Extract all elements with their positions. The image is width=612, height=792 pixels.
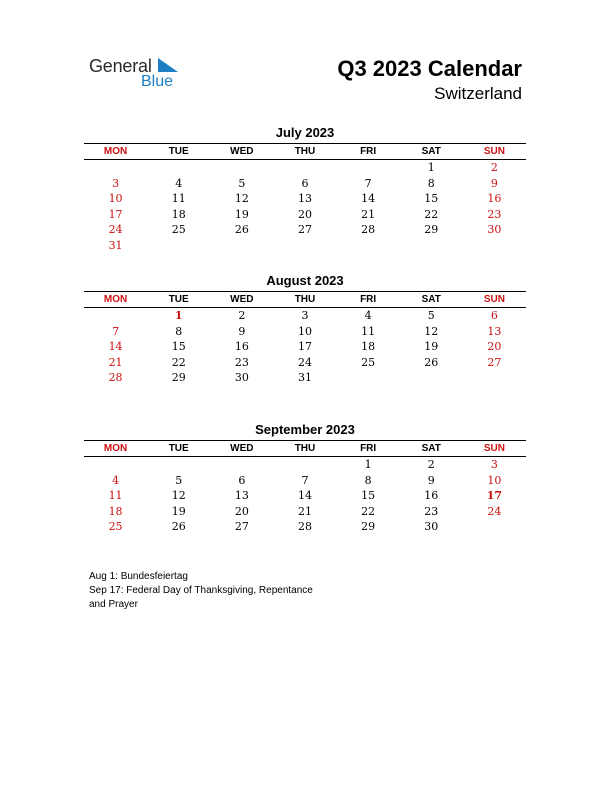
weekday-header	[84, 145, 526, 158]
empty-cell	[400, 238, 463, 254]
holiday-notes	[89, 570, 313, 610]
day-cell: 6	[301, 176, 309, 190]
weekday-wed: WED	[230, 146, 254, 157]
weekday-sun: SUN	[483, 146, 505, 157]
day-cell: 7	[112, 324, 120, 338]
day-cell: 9	[490, 176, 498, 190]
brand-blue: Blue	[141, 73, 174, 90]
divider	[84, 440, 526, 441]
day-cell: 29	[424, 223, 439, 237]
empty-cell	[463, 519, 526, 535]
day-cell: 24	[108, 223, 123, 237]
day-cell: 11	[108, 489, 123, 503]
day-cell: 14	[361, 192, 376, 206]
day-cell: 23	[424, 504, 439, 518]
weekday-sat: SAT	[421, 294, 441, 305]
day-cell: 25	[171, 223, 186, 237]
day-cell: 17	[486, 489, 503, 503]
day-cell: 30	[234, 371, 249, 385]
day-cell: 8	[175, 324, 183, 338]
empty-cell	[463, 370, 526, 386]
weekday-sat: SAT	[421, 443, 441, 454]
weekday-tue: TUE	[168, 294, 189, 305]
month-block-september	[84, 422, 526, 535]
holiday-note: Sep 17: Federal Day of Thanksgiving, Repentance	[89, 585, 313, 596]
empty-cell	[273, 160, 336, 176]
empty-cell	[210, 457, 273, 473]
day-cell: 11	[171, 192, 186, 206]
day-cell: 19	[171, 504, 186, 518]
day-cell: 29	[171, 371, 186, 385]
day-cell: 9	[238, 324, 246, 338]
empty-cell	[400, 370, 463, 386]
day-cell: 12	[234, 192, 249, 206]
empty-cell	[84, 457, 147, 473]
day-grid	[84, 457, 526, 535]
weekday-tue: TUE	[168, 146, 189, 157]
day-cell: 4	[175, 176, 183, 190]
day-cell: 16	[234, 340, 249, 354]
day-cell: 26	[234, 223, 249, 237]
day-cell: 24	[297, 355, 312, 369]
day-cell: 18	[171, 207, 186, 221]
day-cell: 5	[427, 309, 435, 322]
day-cell: 15	[171, 340, 186, 354]
day-cell: 18	[361, 340, 376, 354]
day-cell: 7	[364, 176, 372, 190]
day-cell: 19	[424, 340, 439, 354]
day-cell: 11	[361, 324, 376, 338]
day-cell: 27	[487, 355, 502, 369]
month-block-july	[84, 125, 526, 254]
empty-cell	[273, 238, 336, 254]
empty-cell	[210, 160, 273, 176]
month-title: August 2023	[266, 273, 344, 288]
day-cell: 22	[361, 504, 376, 518]
day-cell: 22	[424, 207, 439, 221]
day-cell: 9	[427, 473, 435, 487]
divider	[84, 143, 526, 144]
weekday-sun: SUN	[483, 294, 505, 305]
logo-triangle-icon	[158, 58, 178, 72]
weekday-wed: WED	[230, 443, 254, 454]
day-cell: 16	[424, 489, 439, 503]
day-cell: 21	[361, 207, 376, 221]
day-cell: 12	[424, 324, 439, 338]
weekday-sat: SAT	[421, 146, 441, 157]
weekday-header	[84, 442, 526, 455]
day-cell: 25	[361, 355, 376, 369]
month-title: September 2023	[255, 422, 355, 437]
day-cell: 31	[297, 371, 312, 385]
empty-cell	[84, 160, 147, 176]
day-cell: 15	[424, 192, 439, 206]
day-cell: 31	[108, 238, 123, 252]
divider	[84, 291, 526, 292]
empty-cell	[273, 457, 336, 473]
empty-cell	[147, 160, 210, 176]
day-cell: 6	[238, 473, 246, 487]
day-cell: 2	[490, 161, 498, 174]
day-cell: 1	[174, 309, 183, 322]
day-cell: 15	[361, 489, 376, 503]
day-cell: 14	[108, 340, 123, 354]
weekday-thu: THU	[294, 294, 316, 305]
day-cell: 25	[108, 520, 123, 534]
month-block-august	[84, 273, 526, 386]
day-cell: 28	[297, 520, 312, 534]
day-cell: 26	[424, 355, 439, 369]
empty-cell	[337, 370, 400, 386]
day-cell: 13	[487, 324, 502, 338]
day-cell: 20	[297, 207, 312, 221]
day-cell: 17	[108, 207, 123, 221]
weekday-fri: FRI	[360, 294, 377, 305]
holiday-note: Aug 1: Bundesfeiertag	[89, 571, 188, 582]
day-grid	[84, 160, 526, 254]
day-cell: 13	[234, 489, 249, 503]
day-cell: 19	[234, 207, 249, 221]
weekday-thu: THU	[294, 146, 316, 157]
day-cell: 3	[490, 458, 498, 471]
empty-cell	[147, 238, 210, 254]
day-cell: 3	[301, 309, 309, 322]
day-cell: 14	[297, 489, 312, 503]
day-cell: 28	[361, 223, 376, 237]
day-cell: 24	[487, 504, 502, 518]
day-cell: 30	[424, 520, 439, 534]
day-cell: 6	[490, 309, 498, 322]
day-cell: 22	[171, 355, 186, 369]
day-cell: 5	[238, 176, 246, 190]
day-cell: 17	[297, 340, 312, 354]
weekday-tue: TUE	[168, 443, 189, 454]
day-cell: 30	[487, 223, 502, 237]
day-cell: 10	[297, 324, 312, 338]
day-cell: 10	[108, 192, 123, 206]
empty-cell	[337, 160, 400, 176]
weekday-header	[84, 293, 526, 306]
day-cell: 8	[427, 176, 435, 190]
day-cell: 1	[427, 161, 435, 174]
empty-cell	[210, 238, 273, 254]
day-cell: 21	[108, 355, 123, 369]
weekday-sun: SUN	[483, 443, 505, 454]
day-cell: 2	[238, 309, 246, 322]
day-cell: 7	[301, 473, 309, 487]
day-cell: 29	[361, 520, 376, 534]
country-subtitle: Switzerland	[434, 84, 522, 103]
day-grid	[84, 308, 526, 386]
empty-cell	[337, 238, 400, 254]
day-cell: 16	[487, 192, 502, 206]
brand-general: General	[89, 56, 152, 76]
empty-cell	[84, 308, 147, 324]
day-cell: 8	[364, 473, 372, 487]
weekday-fri: FRI	[360, 443, 377, 454]
day-cell: 18	[108, 504, 123, 518]
day-cell: 27	[234, 520, 249, 534]
day-cell: 28	[108, 371, 123, 385]
day-cell: 20	[234, 504, 249, 518]
page-title: Q3 2023 Calendar	[337, 56, 522, 81]
weekday-mon: MON	[103, 294, 128, 305]
day-cell: 13	[297, 192, 312, 206]
day-cell: 12	[171, 489, 186, 503]
day-cell: 5	[175, 473, 183, 487]
day-cell: 1	[364, 458, 372, 471]
day-cell: 26	[171, 520, 186, 534]
day-cell: 4	[112, 473, 120, 487]
month-title: July 2023	[275, 125, 335, 140]
day-cell: 3	[112, 176, 120, 190]
day-cell: 23	[234, 355, 249, 369]
day-cell: 4	[364, 309, 372, 322]
empty-cell	[463, 238, 526, 254]
day-cell: 21	[297, 504, 312, 518]
weekday-wed: WED	[230, 294, 254, 305]
brand-logo	[89, 56, 189, 96]
day-cell: 2	[427, 458, 435, 471]
day-cell: 10	[487, 473, 502, 487]
weekday-fri: FRI	[360, 146, 377, 157]
holiday-note: and Prayer	[89, 599, 138, 610]
empty-cell	[147, 457, 210, 473]
day-cell: 23	[487, 207, 502, 221]
weekday-mon: MON	[103, 443, 128, 454]
weekday-thu: THU	[294, 443, 316, 454]
weekday-mon: MON	[103, 146, 128, 157]
day-cell: 27	[297, 223, 312, 237]
day-cell: 20	[487, 340, 502, 354]
